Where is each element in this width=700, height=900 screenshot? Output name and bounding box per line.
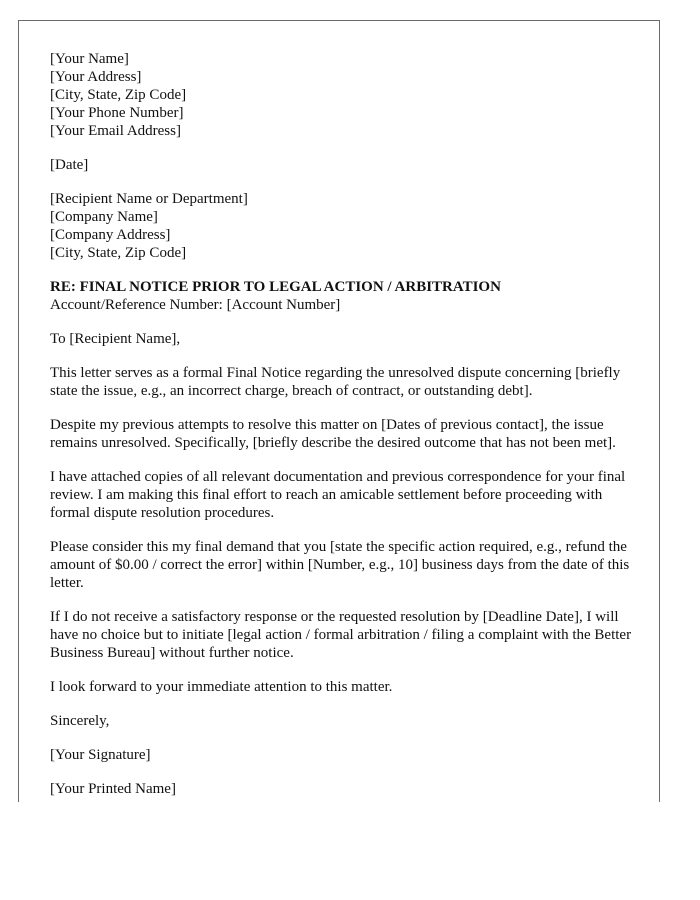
- letter-page: [18, 20, 660, 802]
- sender-email: [Your Email Address]: [50, 123, 181, 139]
- signature: [Your Signature]: [50, 747, 151, 763]
- printed-name: [Your Printed Name]: [50, 781, 176, 797]
- sender-address: [Your Address]: [50, 69, 142, 85]
- recipient-city-state-zip: [City, State, Zip Code]: [50, 245, 187, 261]
- account-reference: Account/Reference Number: [Account Number]: [50, 297, 341, 313]
- sender-city-state-zip: [City, State, Zip Code]: [50, 87, 187, 103]
- paragraph-dispute: This letter serves as a formal Final Notice regarding the unresolved dispute concerning [briefly state the issue, e.g., an incorrect charge, breach of contract, or outstanding debt].: [50, 365, 621, 399]
- recipient-company: [Company Name]: [50, 209, 158, 225]
- sender-block: [50, 50, 640, 140]
- recipient-address: [Company Address]: [50, 227, 171, 243]
- recipient-block: [50, 190, 640, 262]
- subject-block: [50, 278, 640, 314]
- paragraph-previous-attempts: Despite my previous attempts to resolve this matter on [Dates of previous contact], the issue remains unresolved. Specifically, [briefly describe the desired outcome that has not been met].: [50, 417, 616, 451]
- recipient-name: [Recipient Name or Department]: [50, 191, 248, 207]
- subject-line: RE: FINAL NOTICE PRIOR TO LEGAL ACTION / ARBITRATION: [50, 279, 501, 295]
- letter-body: [50, 50, 640, 802]
- salutation: To [Recipient Name],: [50, 331, 181, 347]
- date-block: [50, 156, 640, 174]
- paragraph-closing-remark: I look forward to your immediate attention to this matter.: [50, 679, 393, 695]
- paragraph-consequences: If I do not receive a satisfactory response or the requested resolution by [Deadline Date], I will have no choice but to initiate [legal action / formal arbitration / filing a complaint with the Better Business Bureau] without further notice.: [50, 609, 632, 661]
- paragraph-final-demand: Please consider this my final demand that you [state the specific action required, e.g., refund the amount of $0.00 / correct the error] within [Number, e.g., 10] business days from the date of this letter.: [50, 539, 630, 591]
- letter-date: [Date]: [50, 157, 89, 173]
- sender-name: [Your Name]: [50, 51, 129, 67]
- sender-phone: [Your Phone Number]: [50, 105, 184, 121]
- paragraph-documentation: I have attached copies of all relevant documentation and previous correspondence for your final review. I am making this final effort to reach an amicable settlement before proceeding with formal dispute resolution procedures.: [50, 469, 626, 521]
- closing: Sincerely,: [50, 713, 110, 729]
